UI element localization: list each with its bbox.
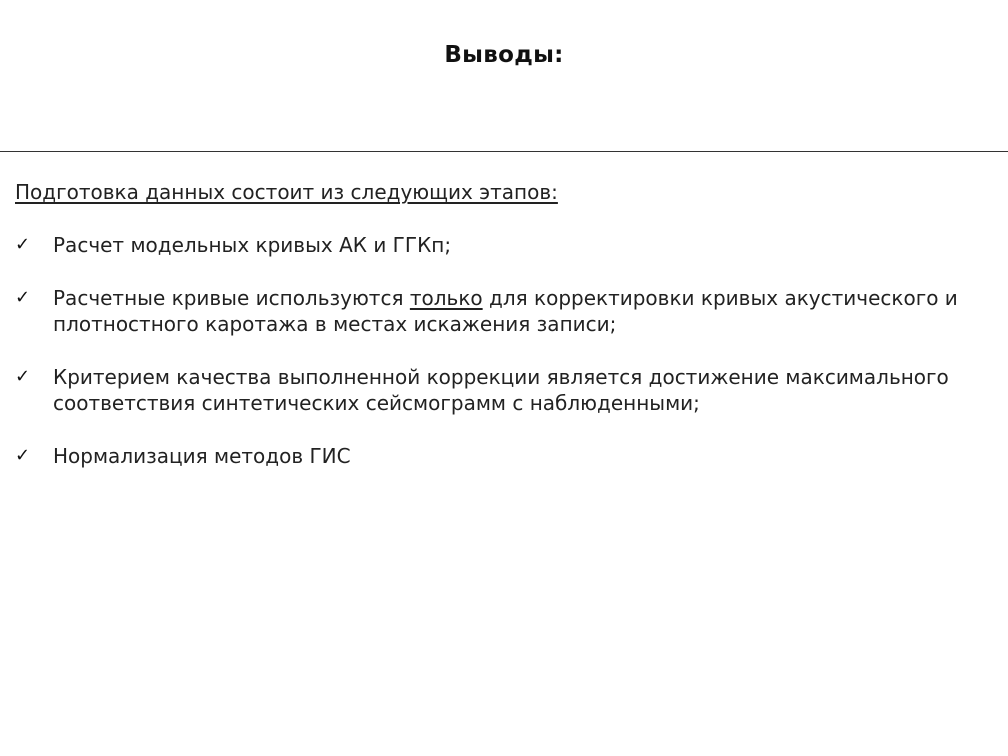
check-icon: ✓ bbox=[15, 287, 31, 308]
list-item bbox=[15, 364, 985, 416]
title-divider bbox=[0, 151, 1008, 152]
list-item bbox=[15, 232, 985, 258]
list-item bbox=[15, 443, 985, 469]
intro-heading: Подготовка данных состоит из следующих этапов: bbox=[15, 180, 558, 204]
item-text-start: Расчетные кривые используются bbox=[53, 286, 410, 310]
list-item bbox=[15, 285, 985, 337]
check-icon: ✓ bbox=[15, 366, 31, 387]
item-text-emphasis: только bbox=[409, 286, 483, 310]
item-text: Расчет модельных кривых АК и ГГКп; bbox=[53, 233, 452, 257]
slide-title: Выводы: bbox=[444, 42, 564, 68]
item-text: Нормализация методов ГИС bbox=[53, 444, 351, 468]
item-text: Критерием качества выполненной коррекции является достижение максимального соответствия синтетических сейсмограмм с наблюденными; bbox=[53, 365, 949, 415]
check-icon: ✓ bbox=[15, 445, 31, 466]
item-text-end: для корректировки кривых акустического и плотностного каротажа в местах искажения записи; bbox=[53, 286, 958, 336]
check-icon: ✓ bbox=[15, 234, 31, 255]
conclusions-list bbox=[15, 232, 985, 496]
